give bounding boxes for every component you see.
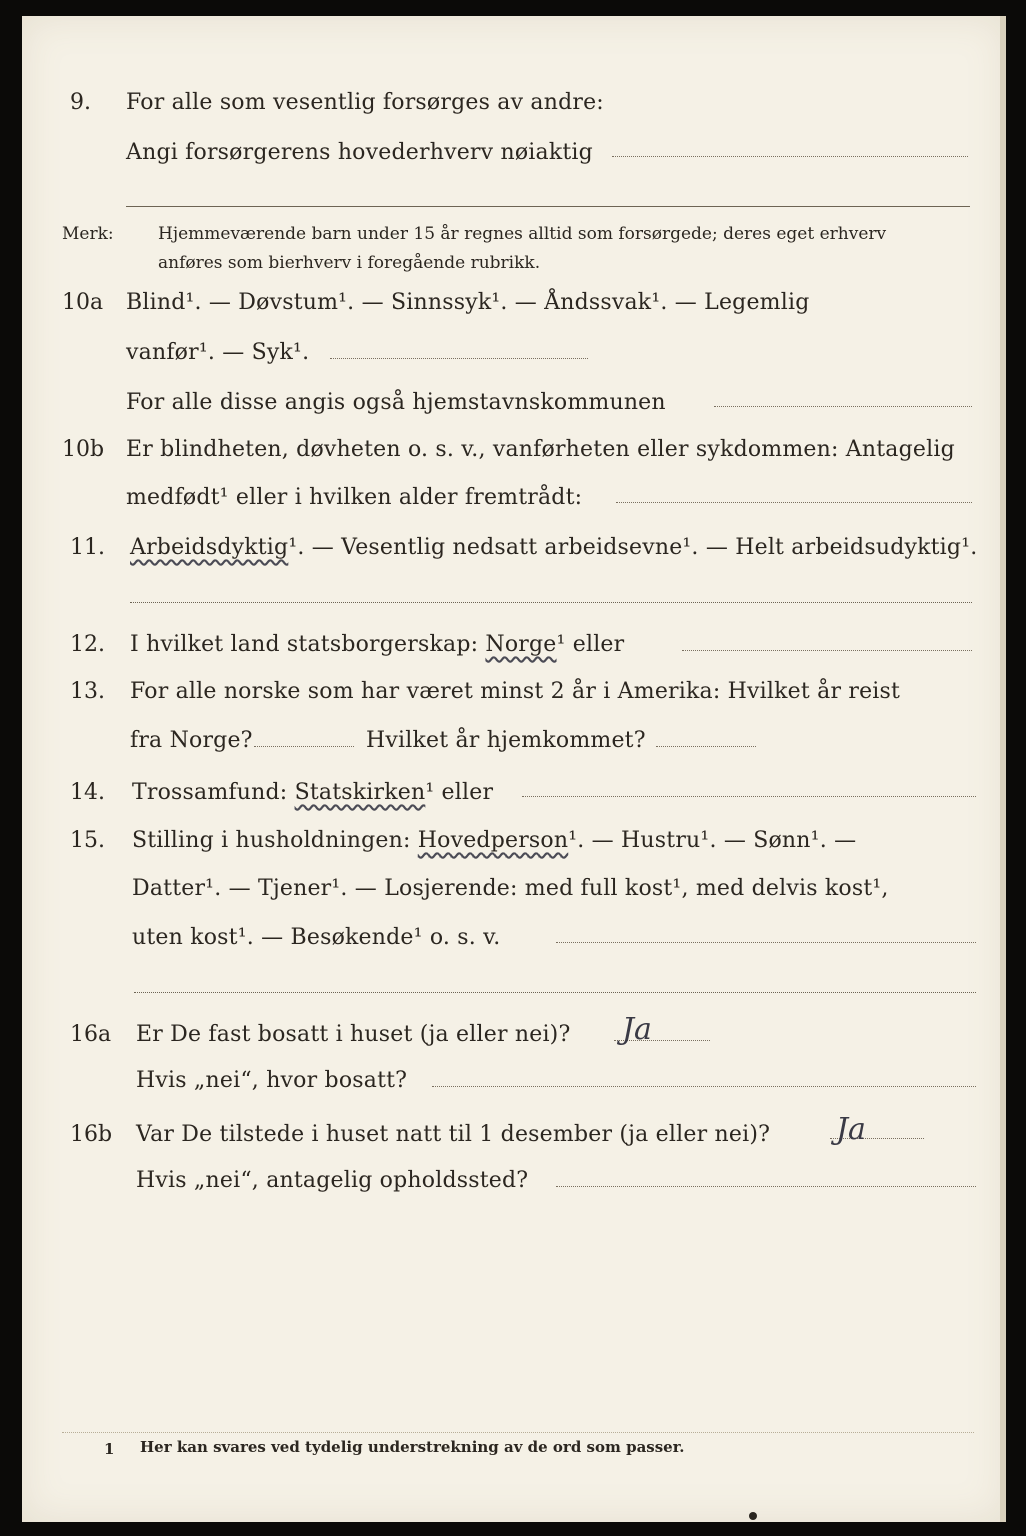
question-13-line2b: Hvilket år hjemkommet?	[366, 728, 646, 753]
answer-line-15b[interactable]	[134, 992, 976, 993]
footnote-divider	[62, 1432, 974, 1433]
question-16a-number: 16a	[70, 1022, 112, 1047]
footnote-mark: 1	[104, 1440, 115, 1458]
question-15-line3: uten kost¹. — Besøkende¹ o. s. v.	[132, 925, 501, 950]
ink-speck	[749, 1512, 757, 1520]
question-10b-number: 10b	[62, 437, 105, 462]
question-16b-line1: Var De tilstede i huset natt til 1 desember (ja eller nei)?	[136, 1122, 771, 1147]
question-11-number: 11.	[70, 535, 105, 560]
answer-field-10a[interactable]	[330, 358, 588, 359]
question-15-text: Stilling i husholdningen:	[132, 828, 418, 853]
question-10b-line1: Er blindheten, døvheten o. s. v., vanførheten eller sykdommen: Antagelig	[126, 437, 955, 462]
question-15-line2: Datter¹. — Tjener¹. — Losjerende: med full kost¹, med delvis kost¹,	[132, 876, 889, 901]
question-14-number: 14.	[70, 780, 105, 805]
answer-field-14[interactable]	[522, 796, 976, 797]
question-12-text: I hvilket land statsborgerskap:	[130, 632, 486, 657]
answer-field-15[interactable]	[556, 942, 976, 943]
handwritten-answer-16b: Ja	[836, 1112, 866, 1147]
question-16b-line2: Hvis „nei“, antagelig opholdssted?	[136, 1168, 529, 1193]
question-15-rest: ¹. — Hustru¹. — Sønn¹. —	[568, 828, 857, 853]
answer-line-11[interactable]	[130, 602, 972, 603]
question-14-text: Trossamfund:	[132, 780, 295, 805]
footnote-text: Her kan svares ved tydelig understrekning av de ord som passer.	[140, 1438, 685, 1456]
question-16a-line2: Hvis „nei“, hvor bosatt?	[136, 1068, 408, 1093]
question-9-line1: For alle som vesentlig forsørges av andre:	[126, 90, 604, 115]
answer-underline-12[interactable]: Norge	[485, 632, 557, 657]
question-16b-number: 16b	[70, 1122, 113, 1147]
question-12-rest: ¹ eller	[556, 632, 625, 657]
question-9-line2: Angi forsørgerens hovederhverv nøiaktig	[126, 140, 593, 165]
question-10a-line2: vanfør¹. — Syk¹.	[126, 340, 310, 365]
question-15-line1	[132, 828, 856, 853]
answer-field-13-returned[interactable]	[656, 746, 756, 747]
question-11-line	[130, 535, 977, 560]
note-line2: anføres som bierhverv i foregående rubrikk.	[158, 253, 541, 273]
question-14-line	[132, 780, 493, 805]
question-13-number: 13.	[70, 679, 105, 704]
question-11-rest: ¹. — Vesentlig nedsatt arbeidsevne¹. — Helt arbeidsudyktig¹.	[288, 535, 978, 560]
answer-field-9[interactable]	[612, 156, 968, 157]
note-line1: Hjemmeværende barn under 15 år regnes alltid som forsørgede; deres eget erhverv	[158, 224, 887, 244]
answer-field-10b[interactable]	[616, 502, 972, 503]
answer-field-13-left[interactable]	[254, 746, 354, 747]
question-10b-line2: medfødt¹ eller i hvilken alder fremtrådt:	[126, 485, 583, 510]
question-12-line	[130, 632, 624, 657]
question-14-rest: ¹ eller	[425, 780, 494, 805]
handwritten-answer-16a: Ja	[622, 1012, 652, 1047]
question-10a-number: 10a	[62, 290, 104, 315]
question-16a-line1: Er De fast bosatt i huset (ja eller nei)?	[136, 1022, 571, 1047]
page-edge	[1000, 16, 1006, 1522]
note-label: Merk:	[62, 224, 114, 244]
question-9-number: 9.	[70, 90, 91, 115]
answer-line-9b[interactable]	[126, 206, 970, 207]
question-13-line1: For alle norske som har været minst 2 år i Amerika: Hvilket år reist	[130, 679, 901, 704]
question-13-line2a: fra Norge?	[130, 728, 253, 753]
answer-field-16a-where[interactable]	[432, 1086, 976, 1087]
answer-field-16b-where[interactable]	[556, 1186, 976, 1187]
answer-field-12[interactable]	[682, 650, 972, 651]
answer-field-10a-home[interactable]	[714, 406, 972, 407]
question-15-number: 15.	[70, 828, 105, 853]
answer-underline-15[interactable]: Hovedperson	[417, 828, 569, 853]
answer-underline-11[interactable]: Arbeidsdyktig	[130, 535, 289, 560]
answer-underline-14[interactable]: Statskirken	[294, 780, 426, 805]
question-10a-line3: For alle disse angis også hjemstavnskommunen	[126, 390, 666, 415]
question-10a-line1: Blind¹. — Døvstum¹. — Sinnssyk¹. — Åndssvak¹. — Legemlig	[126, 290, 810, 315]
question-12-number: 12.	[70, 632, 105, 657]
